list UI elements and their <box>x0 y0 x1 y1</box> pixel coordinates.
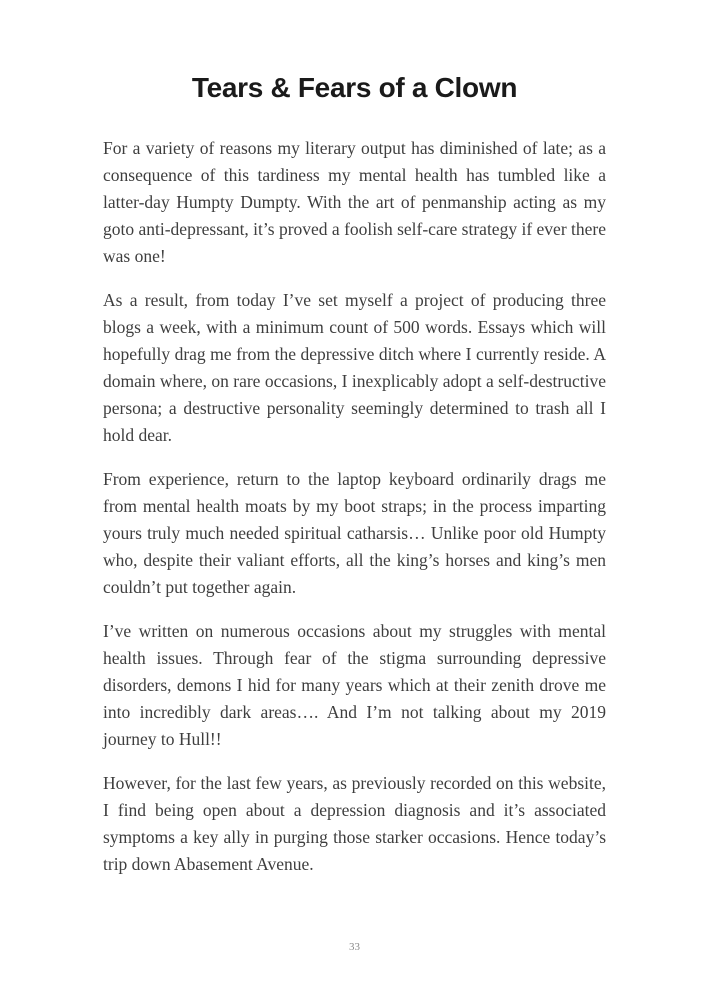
paragraph: From experience, return to the laptop keyboard ordinarily drags me from mental health moats by my boot straps; in the process imparting yours truly much needed spiritual catharsis… Unlike poor old Humpty who, despite their valiant efforts, all the king’s horses and king’s men couldn’t put together again. <box>103 469 606 597</box>
article-body <box>103 135 606 878</box>
paragraph: For a variety of reasons my literary output has diminished of late; as a consequence of this tardiness my mental health has tumbled like a latter-day Humpty Dumpty. With the art of penmanship acting as my goto anti-depressant, it’s proved a foolish self-care strategy if ever there was one! <box>103 138 606 266</box>
paragraph: I’ve written on numerous occasions about my struggles with mental health issues. Through fear of the stigma surrounding depressive disorders, demons I hid for many years which at their zenith drove me into incredibly dark areas…. And I’m not talking about my 2019 journey to Hull!! <box>103 621 606 749</box>
page-title: Tears & Fears of a Clown <box>191 72 518 103</box>
paragraph: However, for the last few years, as previously recorded on this website, I find being open about a depression diagnosis and it’s associated symptoms a key ally in purging those starker occasions. Hence today’s trip down Abasement Avenue. <box>103 773 606 874</box>
page-number: 33 <box>349 941 360 953</box>
paragraph: As a result, from today I’ve set myself a project of producing three blogs a week, with a minimum count of 500 words. Essays which will hopefully drag me from the depressive ditch where I currently reside. A domain where, on rare occasions, I inexplicably adopt a self-destructive persona; a destructive personality seemingly determined to trash all I hold dear. <box>103 290 606 445</box>
